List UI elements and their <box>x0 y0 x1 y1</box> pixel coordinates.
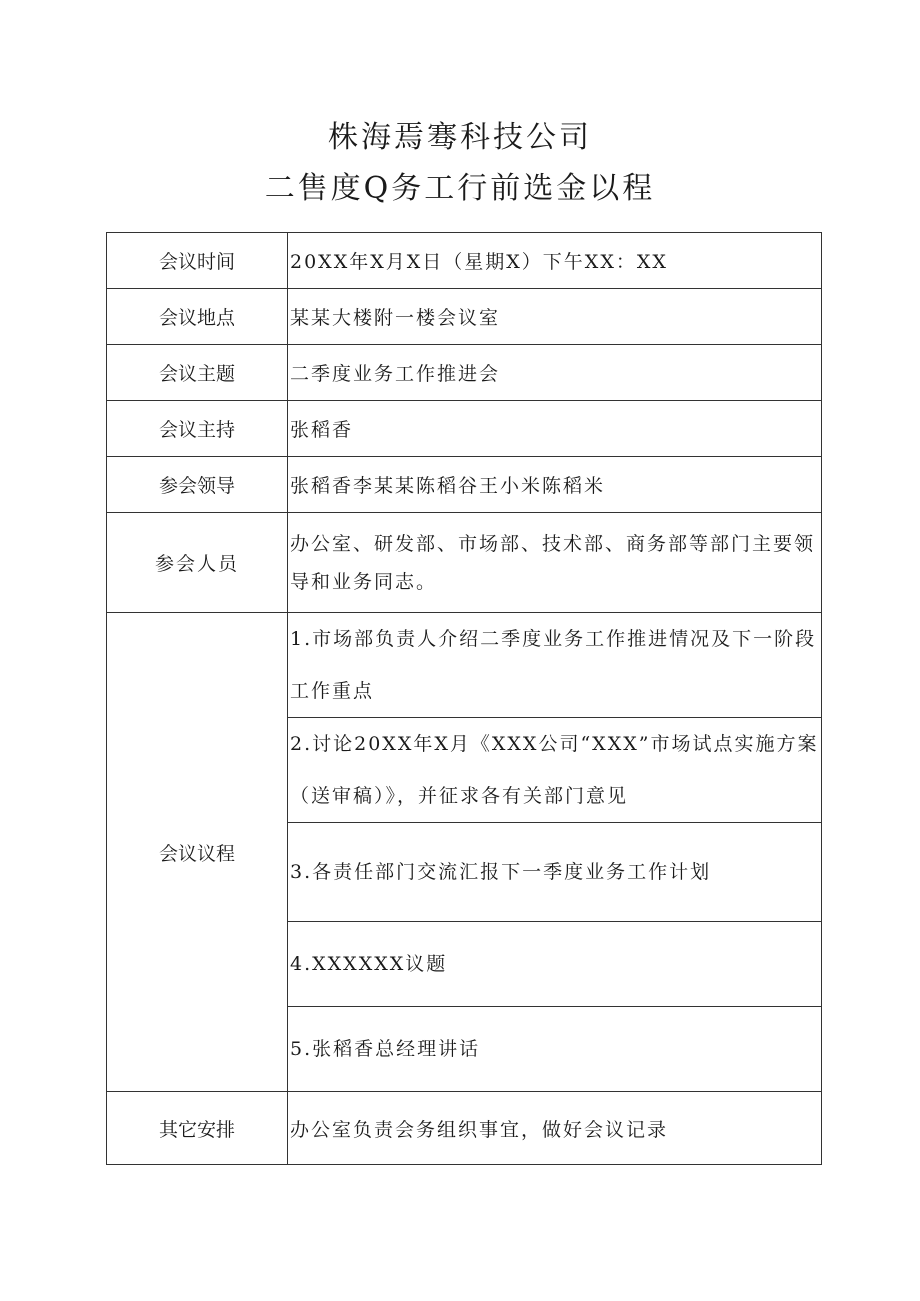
row-topic <box>107 345 822 401</box>
label-time: 会议时间 <box>107 233 288 289</box>
label-other: 其它安排 <box>107 1092 288 1165</box>
value-leaders: 张稻香李某某陈稻谷王小米陈稻米 <box>288 457 822 513</box>
agenda-item-3: 3.各责任部门交流汇报下一季度业务工作计划 <box>288 823 822 922</box>
agenda-item-1: 1.市场部负责人介绍二季度业务工作推进情况及下一阶段工作重点 <box>288 613 822 718</box>
document-subtitle: 二售度Q务工行前选金以程 <box>264 171 656 206</box>
row-place <box>107 289 822 345</box>
row-time <box>107 233 822 289</box>
label-attendees: 参会人员 <box>107 513 288 613</box>
row-attendees <box>107 513 822 613</box>
row-leaders <box>107 457 822 513</box>
row-host <box>107 401 822 457</box>
value-topic: 二季度业务工作推进会 <box>288 345 822 401</box>
agenda-item-2: 2.讨论20XX年X月《XXX公司“XXX”市场试点实施方案（送审稿）》，并征求各有关部门意见 <box>288 718 822 823</box>
value-attendees: 办公室、研发部、市场部、技术部、商务部等部门主要领导和业务同志。 <box>288 513 822 613</box>
label-leaders: 参会领导 <box>107 457 288 513</box>
row-other <box>107 1092 822 1165</box>
row-agenda-1 <box>107 613 822 718</box>
value-place: 某某大楼附一楼会议室 <box>288 289 822 345</box>
value-time: 20XX年X月X日（星期X）下午XX：XX <box>288 233 822 289</box>
label-place: 会议地点 <box>107 289 288 345</box>
document-title: 株海焉骞科技公司 <box>328 120 592 155</box>
label-agenda: 会议议程 <box>107 613 288 1092</box>
agenda-item-5: 5.张稻香总经理讲话 <box>288 1007 822 1092</box>
value-host: 张稻香 <box>288 401 822 457</box>
meeting-agenda-table <box>106 232 822 1165</box>
label-topic: 会议主题 <box>107 345 288 401</box>
agenda-item-4: 4.XXXXXX议题 <box>288 922 822 1007</box>
value-other: 办公室负责会务组织事宜，做好会议记录 <box>288 1092 822 1165</box>
label-host: 会议主持 <box>107 401 288 457</box>
